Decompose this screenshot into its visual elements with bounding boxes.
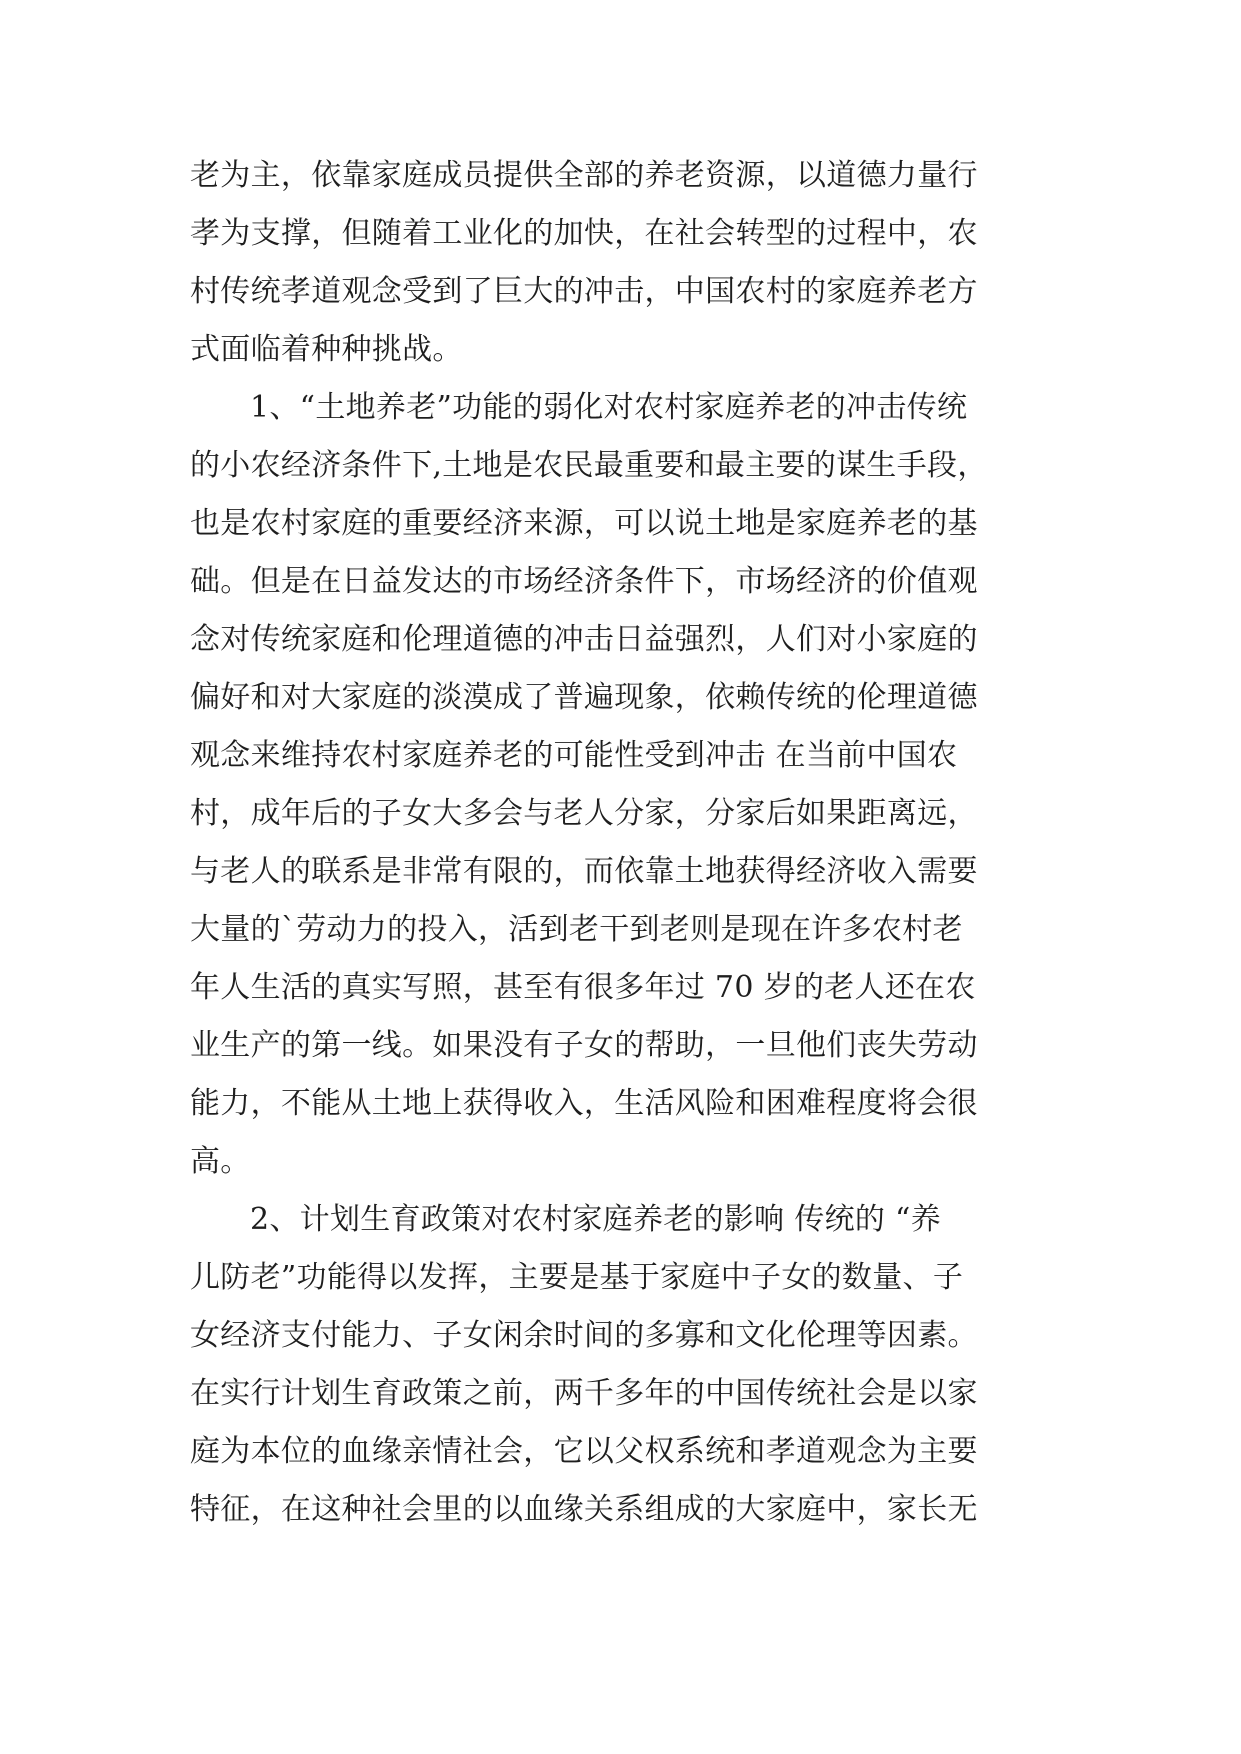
text-line: 偏好和对大家庭的淡漠成了普遍现象，依赖传统的伦理道德 xyxy=(190,680,978,715)
text-line: 老为主，依靠家庭成员提供全部的养老资源，以道德力量行 xyxy=(190,158,978,193)
text-line: 特征，在这种社会里的以血缘关系组成的大家庭中，家长无 xyxy=(190,1492,978,1527)
text-line: 在实行计划生育政策之前，两千多年的中国传统社会是以家 xyxy=(190,1376,978,1411)
text-line: 也是农村家庭的重要经济来源，可以说土地是家庭养老的基 xyxy=(190,506,978,541)
text-line: 的小农经济条件下,土地是农民最重要和最主要的谋生手段， xyxy=(190,448,988,483)
text-line: 年人生活的真实写照，甚至有很多年过 70 岁的老人还在农 xyxy=(190,970,976,1005)
text-line: 观念来维持农村家庭养老的可能性受到冲击 在当前中国农 xyxy=(190,738,958,773)
text-line: 庭为本位的血缘亲情社会，它以父权系统和孝道观念为主要 xyxy=(190,1434,978,1469)
text-line: 女经济支付能力、子女闲余时间的多寡和文化伦理等因素。 xyxy=(190,1318,978,1353)
text-line: 与老人的联系是非常有限的，而依靠土地获得经济收入需要 xyxy=(190,854,978,889)
text-line: 儿防老”功能得以发挥，主要是基于家庭中子女的数量、子 xyxy=(190,1260,964,1295)
text-line: 式面临着种种挑战。 xyxy=(190,332,463,367)
text-line: 大量的`劳动力的投入，活到老干到老则是现在许多农村老 xyxy=(190,912,963,947)
text-line: 村传统孝道观念受到了巨大的冲击，中国农村的家庭养老方 xyxy=(190,274,978,309)
text-line: 础。但是在日益发达的市场经济条件下，市场经济的价值观 xyxy=(190,564,978,599)
text-line: 村，成年后的子女大多会与老人分家，分家后如果距离远， xyxy=(190,796,978,831)
section-heading-line: 2、计划生育政策对农村家庭养老的影响 传统的 “养 xyxy=(250,1202,941,1237)
text-line: 高。 xyxy=(190,1144,251,1179)
text-line: 业生产的第一线。如果没有子女的帮助，一旦他们丧失劳动 xyxy=(190,1028,978,1063)
text-line: 孝为支撑，但随着工业化的加快，在社会转型的过程中，农 xyxy=(190,216,978,251)
text-line: 能力，不能从土地上获得收入，生活风险和困难程度将会很 xyxy=(190,1086,978,1121)
text-line: 念对传统家庭和伦理道德的冲击日益强烈，人们对小家庭的 xyxy=(190,622,978,657)
section-heading-line: 1、“土地养老”功能的弱化对农村家庭养老的冲击传统 xyxy=(250,390,968,425)
